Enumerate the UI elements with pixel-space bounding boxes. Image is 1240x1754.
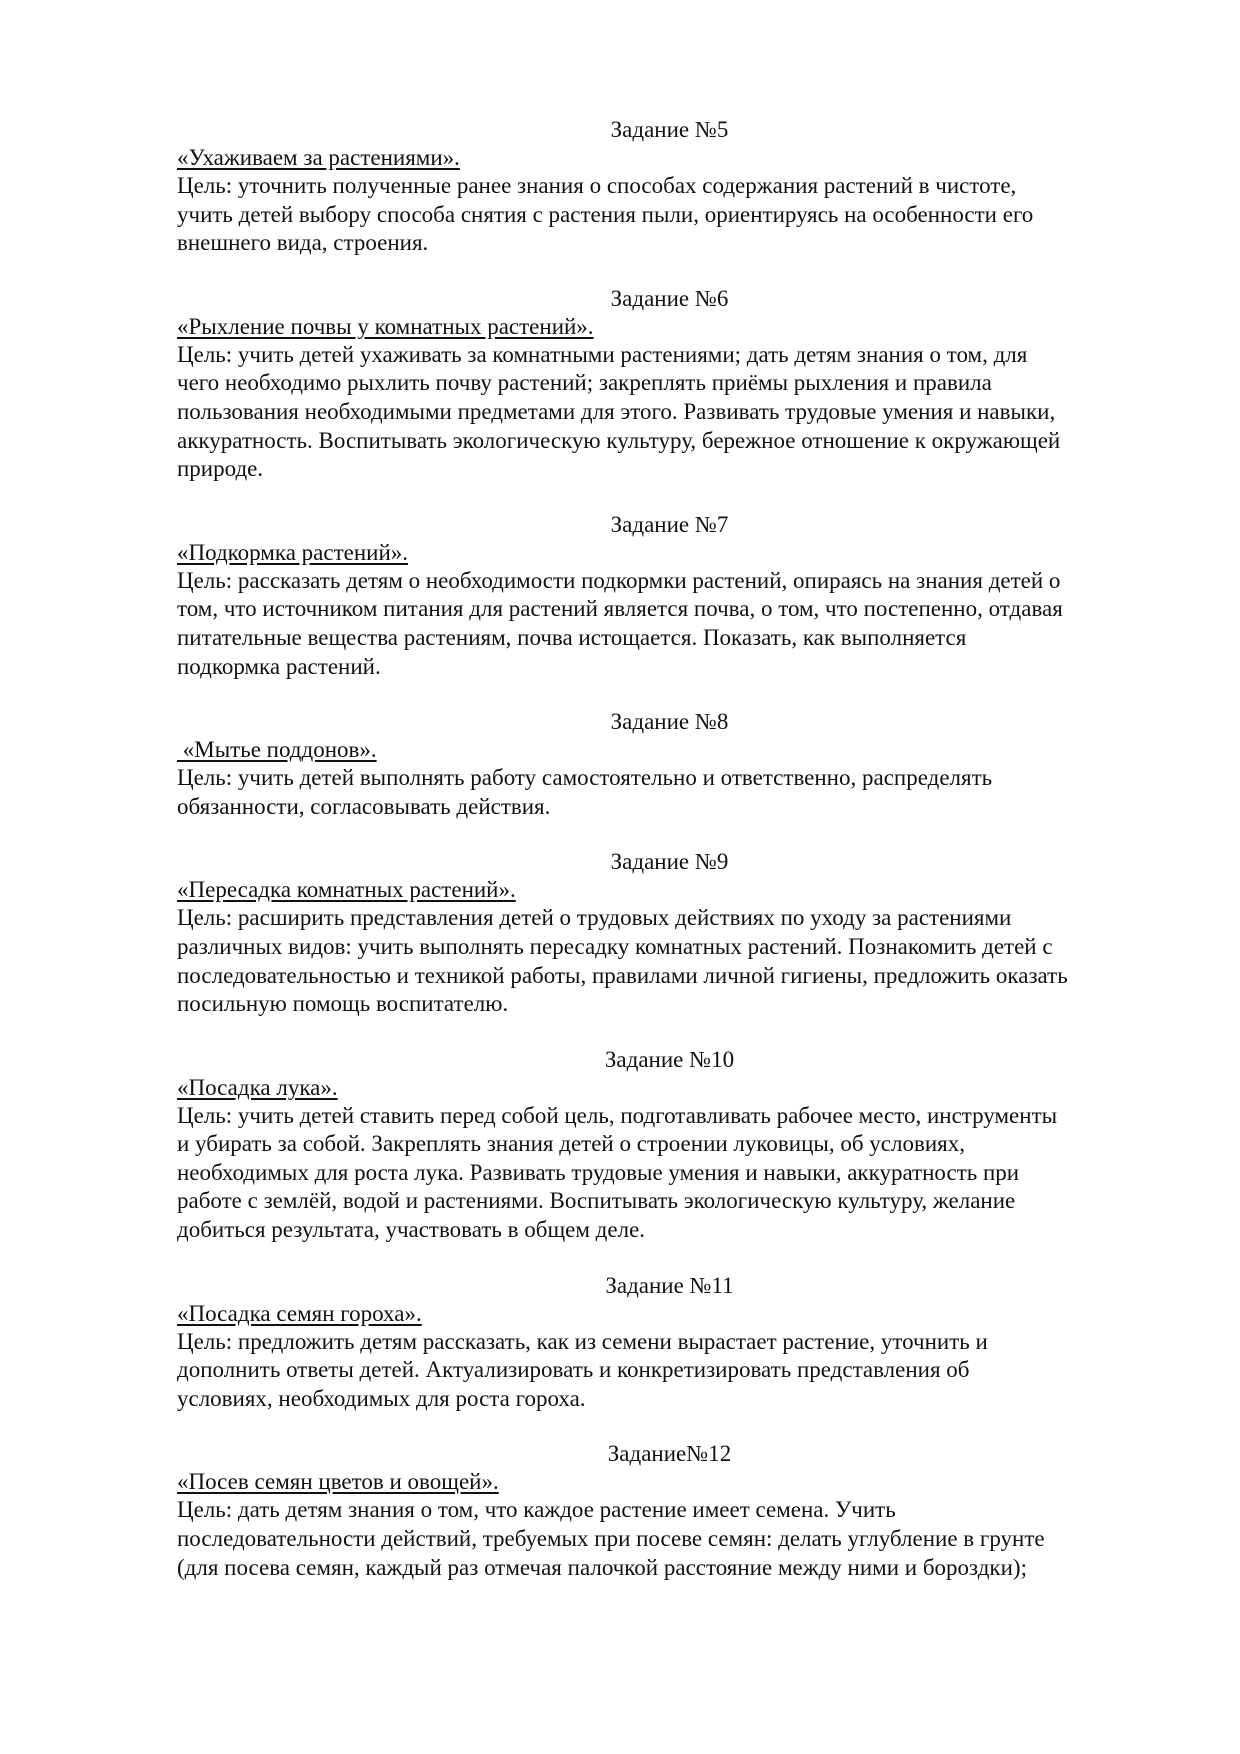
task-title: «Подкормка растений». [177,539,408,565]
task-heading: Задание №7 [610,511,729,537]
task-title: «Пересадка комнатных растений». [177,877,516,903]
task-heading: Задание №9 [610,849,729,875]
task-8 [177,708,1162,821]
task-heading: Задание №5 [610,117,729,142]
task-goal-text: Цель: расширить представления детей о трудовых действиях по уходу за растениями различных видов: учить выполнять пересадку комнатных растений. Познакомить детей с последовательностью и техникой работы, правилами личной гигиены, предложить оказать посильную помощь воспитателю. [177,905,1068,1017]
task-title: «Посадка лука». [177,1074,338,1100]
task-5 [177,116,1162,258]
task-9 [177,848,1162,1018]
task-goal-text: Цель: дать детям знания о том, что каждое растение имеет семена. Учить последовательности действий, требуемых при посеве семян: делать углубление в грунте (для посева семян, каждый раз отмечая палочкой расстояние между ними и бороздки); [177,1497,1045,1580]
task-title: «Рыхление почвы у комнатных растений». [177,313,594,339]
task-title: «Мытье поддонов». [177,737,377,763]
task-11 [177,1272,1162,1414]
task-heading: Задание №6 [610,285,729,311]
task-title: «Посадка семян гороха». [177,1300,422,1326]
task-goal-text: Цель: рассказать детям о необходимости подкормки растений, опираясь на знания детей о том, что источником питания для растений является почва, о том, что постепенно, отдавая питательные вещества растениям, почва истощается. Показать, как выполняется подкормка растений. [177,567,1063,679]
task-goal-text: Цель: учить детей ухаживать за комнатными растениями; дать детям знания о том, для чего необходимо рыхлить почву растений; закреплять приёмы рыхления и правила пользования необходимыми предметами для этого. Развивать трудовые умения и навыки, аккуратность. Воспитывать экологическую культуру, бережное отношение к окружающей природе. [177,341,1061,482]
task-heading: Задание №8 [610,709,729,735]
task-heading: Задание №10 [604,1046,735,1072]
task-title: «Посев семян цветов и овощей». [177,1469,499,1495]
task-goal-text: Цель: предложить детям рассказать, как из семени вырастает растение, уточнить и дополнить ответы детей. Актуализировать и конкретизировать представления об условиях, необходимых для роста гороха. [177,1328,988,1411]
task-12 [177,1440,1162,1582]
task-list [177,116,1162,1609]
task-heading: Задание №11 [605,1272,734,1298]
task-goal-text: Цель: уточнить полученные ранее знания о способах содержания растений в чистоте, учить детей выбору способа снятия с растения пыли, ориентируясь на особенности его внешнего вида, строения. [177,173,1034,256]
task-7 [177,511,1162,681]
task-10 [177,1046,1162,1245]
task-heading: Задание№12 [607,1441,732,1467]
task-goal-text: Цель: учить детей выполнять работу самостоятельно и ответственно, распределять обязанности, согласовывать действия. [177,765,993,819]
task-6 [177,285,1162,484]
task-goal-text: Цель: учить детей ставить перед собой цель, подготавливать рабочее место, инструменты и убирать за собой. Закреплять знания детей о строении луковицы, об условиях, необходимых для роста лука. Развивать трудовые умения и навыки, аккуратность при работе с землёй, водой и растениями. Воспитывать экологическую культуру, желание добиться результата, участвовать в общем деле. [177,1102,1058,1243]
task-title: «Ухаживаем за растениями». [177,145,460,170]
